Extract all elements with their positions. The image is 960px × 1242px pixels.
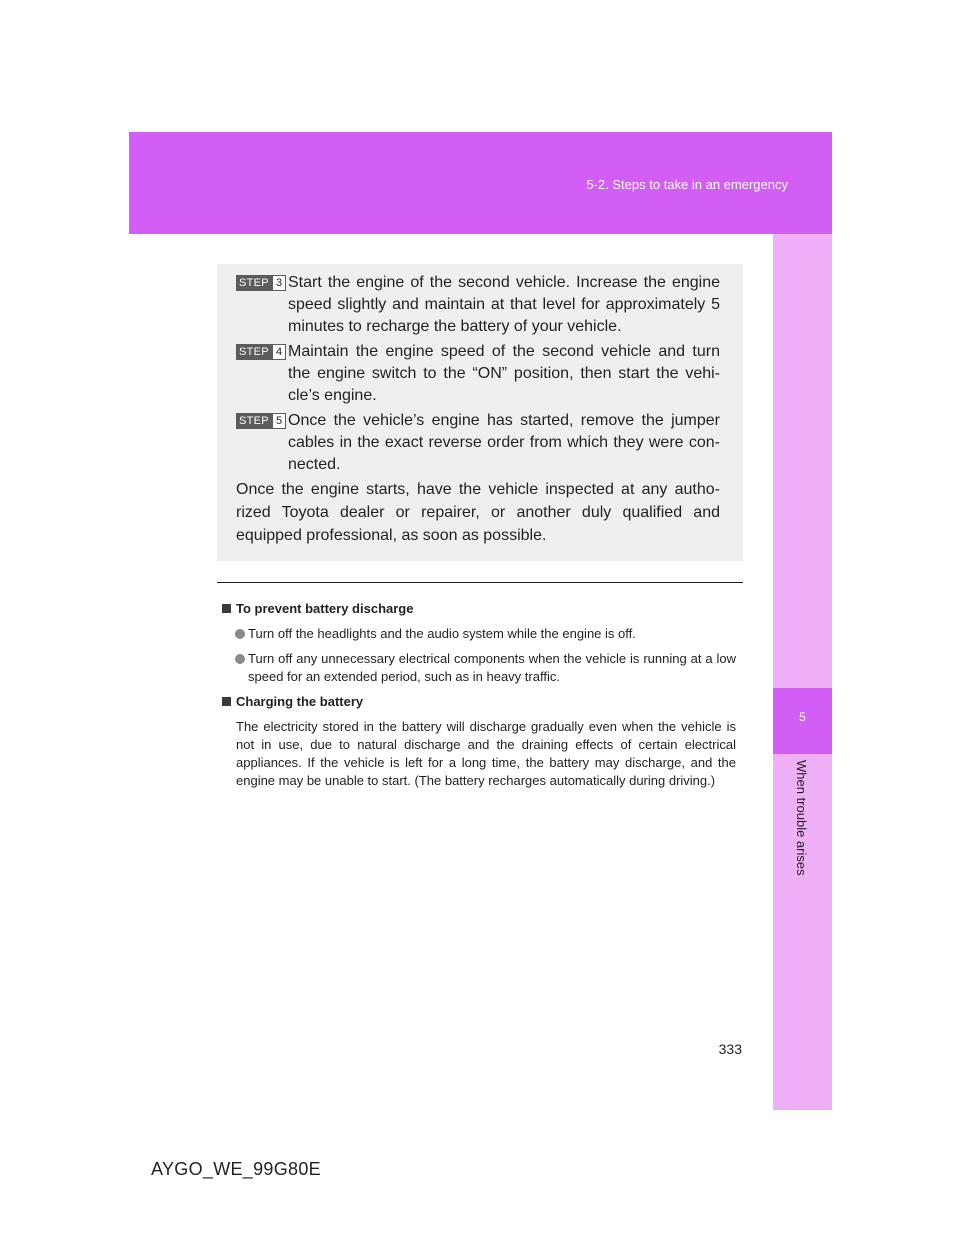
page-number: 333 xyxy=(718,1041,742,1057)
step-text: Once the vehicle’s engine has started, remove the jumper cables in the exact reverse order from which they were connected. xyxy=(288,412,720,473)
chapter-title-text: When trouble arises xyxy=(794,760,809,876)
square-bullet-icon xyxy=(222,604,231,613)
step-badge-label: STEP xyxy=(236,275,272,291)
step-badge-label: STEP xyxy=(236,344,272,360)
closing-paragraph: Once the engine starts, have the vehicle inspected at any authorized Toyota dealer or repairer, or another duly qualified and equipped professional, as soon as possible. xyxy=(236,481,720,544)
circle-bullet-icon xyxy=(235,654,245,664)
step-badge xyxy=(236,275,286,291)
document-code: AYGO_WE_99G80E xyxy=(151,1159,321,1179)
step-text: Start the engine of the second vehicle. Increase the engine speed slightly and maintain at that level for approximately 5 minutes to recharge the battery of your vehicle. xyxy=(288,274,720,335)
charging-paragraph: The electricity stored in the battery will discharge gradually even when the vehicle is not in use, due to natural discharge and the draining effects of certain electrical appliances. If the vehicle is left for a long time, the battery may discharge, and the engine may be unable to start. (The battery recharges automatically during driving.) xyxy=(236,719,736,788)
chapter-title xyxy=(794,760,816,890)
step-badge xyxy=(236,344,286,360)
section-divider xyxy=(217,582,743,583)
circle-bullet-icon xyxy=(235,629,245,639)
step-5 xyxy=(236,410,720,476)
notes-section xyxy=(222,600,736,790)
step-text: Maintain the engine speed of the second vehicle and turn the engine switch to the “ON” position, then start the vehicle’s engine. xyxy=(288,343,720,404)
header-band xyxy=(129,132,832,234)
note-heading-charging xyxy=(222,693,736,711)
square-bullet-icon xyxy=(222,697,231,706)
note-heading-prevent xyxy=(222,600,736,618)
chapter-number-box xyxy=(773,688,832,754)
list-item-text: Turn off the headlights and the audio system while the engine is off. xyxy=(248,626,636,641)
step-badge-number: 3 xyxy=(272,275,286,291)
step-badge xyxy=(236,413,286,429)
chapter-number: 5 xyxy=(799,710,806,724)
step-3 xyxy=(236,272,720,338)
step-4 xyxy=(236,341,720,407)
step-badge-number: 4 xyxy=(272,344,286,360)
list-item-text: Turn off any unnecessary electrical components when the vehicle is running at a low speed for an extended period, such as in heavy traffic. xyxy=(248,651,736,684)
list-item xyxy=(222,625,736,643)
note-heading-text: Charging the battery xyxy=(236,694,364,709)
list-item xyxy=(222,650,736,686)
section-title: 5-2. Steps to take in an emergency xyxy=(586,177,788,192)
step-badge-label: STEP xyxy=(236,413,272,429)
chapter-side-tab[interactable] xyxy=(773,234,832,1110)
steps-box xyxy=(217,264,743,561)
note-heading-text: To prevent battery discharge xyxy=(236,601,414,616)
step-badge-number: 5 xyxy=(272,413,286,429)
